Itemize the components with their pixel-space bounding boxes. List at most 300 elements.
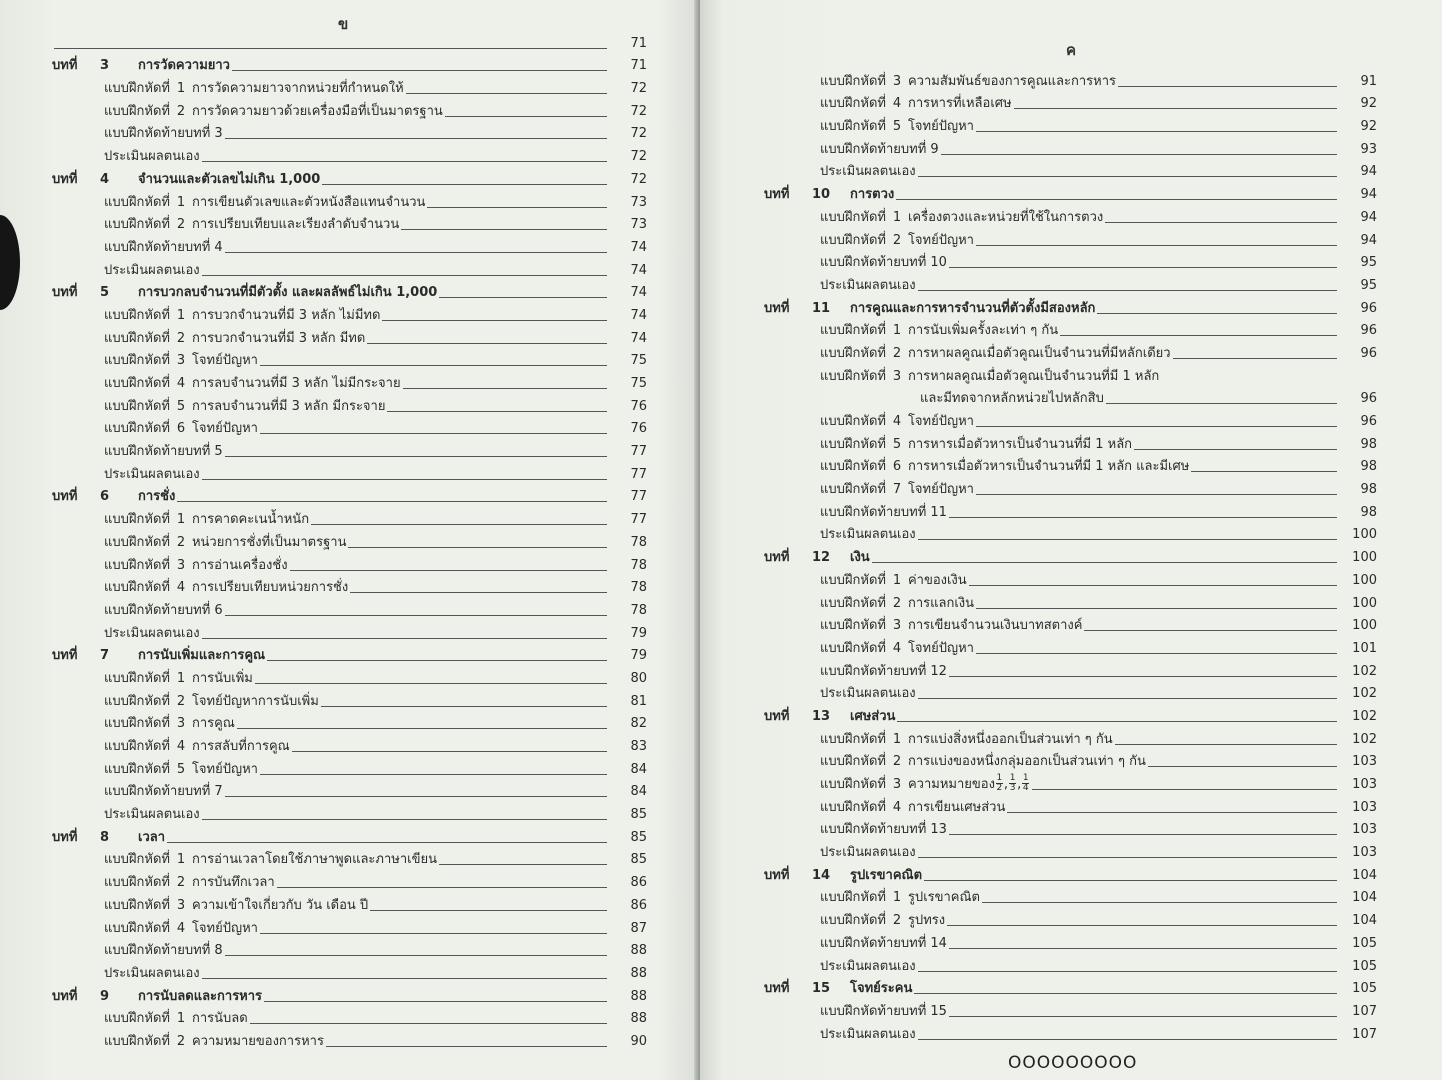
toc-entry <box>764 90 1377 113</box>
leader-line <box>202 161 607 162</box>
chapter-number: 11 <box>812 300 831 316</box>
exercise-label: แบบฝึกหัดที่ <box>104 670 170 686</box>
toc-entry <box>764 339 1377 362</box>
exercise-title: การบวกจำนวนที่มี 3 หลัก มีทด <box>191 330 366 346</box>
exercise-label: แบบฝึกหัดที่ <box>104 376 170 391</box>
exercise-number: 1 <box>176 81 186 97</box>
toc-entry <box>52 687 647 710</box>
exercise-title: การคูณ <box>191 716 235 732</box>
page-number: 73 <box>630 194 647 210</box>
exercise-label: แบบฝึกหัดที่ <box>104 534 170 550</box>
exercise-title: การอ่านเครื่องชั่ง <box>191 557 288 573</box>
exercise-title: การหารเมื่อตัวหารเป็นจำนวนที่มี 1 หลัก <box>907 436 1133 452</box>
chapter-label: บทที่ <box>764 187 790 203</box>
leader-line <box>924 880 1337 881</box>
entry-title: ประเมินผลตนเอง <box>104 807 200 823</box>
toc-entry <box>764 1020 1377 1043</box>
page-number: 104 <box>1352 867 1377 883</box>
exercise-number: 4 <box>176 739 186 754</box>
toc-entry <box>52 574 647 597</box>
leader-line <box>267 660 607 661</box>
chapter-title: การคูณและการหารจำนวนที่ตัวตั้งมีสองหลัก <box>850 300 1096 316</box>
leader-line <box>949 267 1337 268</box>
exercise-title: การแบ่งสิ่งหนึ่งออกเป็นส่วนเท่า ๆ กัน <box>907 731 1113 747</box>
entry-title: แบบฝึกหัดท้ายบทที่ 9 <box>820 141 939 157</box>
chapter-title: เงิน <box>850 550 870 566</box>
toc-entry <box>52 800 647 823</box>
chapter-title: การบวกลบจำนวนที่มีตัวตั้ง และผลลัพธ์ไม่เกิน 1,000 <box>138 285 438 301</box>
entry-title: แบบฝึกหัดท้ายบทที่ 4 <box>104 239 223 255</box>
leader-line <box>350 592 607 593</box>
exercise-number: 4 <box>176 376 186 391</box>
page-number: 96 <box>1360 391 1377 407</box>
page-number: 72 <box>630 171 647 187</box>
left-page <box>0 0 700 1080</box>
page-number: 93 <box>1360 141 1377 157</box>
exercise-number: 2 <box>176 330 186 346</box>
chapter-title: โจทย์ระคน <box>850 981 913 997</box>
page-number: 72 <box>630 126 647 142</box>
entry-title: ประเมินผลตนเอง <box>820 164 916 180</box>
leader-line <box>872 562 1337 563</box>
exercise-label: แบบฝึกหัดที่ <box>104 716 170 732</box>
leader-line <box>177 501 607 502</box>
exercise-title: โจทย์ปัญหา <box>907 232 974 248</box>
fraction-separator: , <box>1003 777 1009 792</box>
exercise-number: 1 <box>892 890 902 906</box>
page-number: 85 <box>630 829 647 845</box>
leader-line <box>918 857 1337 858</box>
exercise-label: แบบฝึกหัดที่ <box>820 96 886 112</box>
page-number: 77 <box>630 444 647 460</box>
leader-line <box>1007 812 1337 813</box>
chapter-label: บทที่ <box>764 550 790 566</box>
leader-line <box>918 1039 1337 1040</box>
leader-line <box>387 411 607 412</box>
toc-entry <box>52 233 647 256</box>
exercise-title: การลบจำนวนที่มี 3 หลัก มีกระจาย <box>191 398 386 414</box>
right-page <box>700 0 1442 1080</box>
toc-entry <box>764 203 1377 226</box>
exercise-label: แบบฝึกหัดที่ <box>820 482 886 498</box>
leader-line <box>1118 86 1337 87</box>
toc-entry <box>764 112 1377 135</box>
leader-line <box>941 154 1337 155</box>
chapter-label: บทที่ <box>52 988 78 1004</box>
chapter-label: บทที่ <box>52 829 78 845</box>
exercise-title: เครื่องตวงและหน่วยที่ใช้ในการตวง <box>907 209 1104 225</box>
toc-entry <box>52 165 647 188</box>
exercise-number: 1 <box>176 670 186 686</box>
entry-title: แบบฝึกหัดท้ายบทที่ 7 <box>104 784 223 800</box>
chapter-label: บทที่ <box>52 171 78 187</box>
leader-line <box>202 638 607 639</box>
page-number: 87 <box>630 920 647 936</box>
entry-title: แบบฝึกหัดท้ายบทที่ 6 <box>104 602 223 618</box>
toc-entry <box>764 906 1377 929</box>
page-number: 81 <box>630 693 647 709</box>
toc-entry <box>52 29 647 52</box>
exercise-title: โจทย์ปัญหา <box>191 421 258 437</box>
page-number: 72 <box>630 149 647 165</box>
page-number: 107 <box>1352 1003 1377 1019</box>
page-number: 75 <box>630 353 647 369</box>
page-number: 78 <box>630 557 647 573</box>
page-number: 86 <box>630 897 647 913</box>
exercise-title: การลบจำนวนที่มี 3 หลัก ไม่มีกระจาย <box>191 376 401 391</box>
toc-entry <box>764 589 1377 612</box>
exercise-title-continued: และมีทดจากหลักหน่วยไปหลักสิบ <box>920 391 1104 407</box>
toc-entry <box>52 1005 647 1028</box>
toc-entry <box>764 816 1377 839</box>
exercise-number: 5 <box>892 119 902 135</box>
toc-entry <box>52 188 647 211</box>
leader-line <box>918 971 1337 972</box>
toc-entry <box>52 256 647 279</box>
exercise-number: 2 <box>176 534 186 550</box>
exercise-number: 5 <box>892 436 902 452</box>
toc-entry <box>764 430 1377 453</box>
page-number: 103 <box>1352 822 1377 838</box>
exercise-number: 1 <box>892 572 902 588</box>
chapter-number: 10 <box>812 187 831 203</box>
toc-entry <box>52 97 647 120</box>
leader-line <box>949 676 1337 677</box>
exercise-number: 2 <box>176 693 186 709</box>
page-number: 94 <box>1360 232 1377 248</box>
leader-line <box>1097 313 1337 314</box>
toc-entry <box>52 324 647 347</box>
toc-entry <box>764 838 1377 861</box>
toc-list-right <box>764 67 1377 1043</box>
exercise-title: รูปทรง <box>907 913 946 929</box>
page-number: 90 <box>630 1033 647 1049</box>
exercise-title: ความเข้าใจเกี่ยวกับ วัน เดือน ปี <box>191 897 369 913</box>
page-number: 77 <box>630 512 647 528</box>
leader-line <box>1191 471 1337 472</box>
page-number: 76 <box>630 398 647 414</box>
exercise-label: แบบฝึกหัดที่ <box>104 330 170 346</box>
page-number: 88 <box>630 988 647 1004</box>
exercise-label: แบบฝึกหัดที่ <box>104 194 170 210</box>
chapter-title: การวัดความยาว <box>138 58 230 74</box>
exercise-number: 2 <box>176 217 186 233</box>
page-number: 91 <box>1360 73 1377 89</box>
fraction-separator: , <box>1017 777 1022 792</box>
exercise-number: 2 <box>892 913 902 929</box>
toc-entry <box>764 702 1377 725</box>
leader-line <box>1115 744 1337 745</box>
leader-line <box>260 433 607 434</box>
page-number: 80 <box>630 670 647 686</box>
entry-title: แบบฝึกหัดท้ายบทที่ 5 <box>104 444 223 460</box>
leader-line <box>1173 358 1337 359</box>
toc-entry <box>52 823 647 846</box>
page-number: 77 <box>630 489 647 505</box>
fraction-denominator: 4 <box>1022 783 1029 793</box>
toc-entry <box>764 748 1377 771</box>
leader-line <box>202 978 607 979</box>
leader-line <box>1148 766 1337 767</box>
toc-entry <box>764 158 1377 181</box>
page-number: 94 <box>1360 187 1377 203</box>
toc-entry <box>52 1027 647 1050</box>
leader-line <box>367 343 607 344</box>
toc-entry <box>764 226 1377 249</box>
leader-line <box>260 365 607 366</box>
exercise-title: โจทย์ปัญหา <box>907 640 974 656</box>
leader-line <box>311 524 607 525</box>
chapter-title: การชั่ง <box>138 489 176 505</box>
exercise-number: 6 <box>176 421 186 437</box>
fraction-numerator: 1 <box>1009 773 1016 783</box>
chapter-title: รูปเรขาคณิต <box>850 867 923 883</box>
leader-line <box>237 728 607 729</box>
entry-title: ประเมินผลตนเอง <box>820 1026 916 1042</box>
leader-line <box>370 910 607 911</box>
page-number: 95 <box>1360 277 1377 293</box>
exercise-title: การบันทึกเวลา <box>191 875 275 891</box>
leader-line <box>897 721 1337 722</box>
toc-entry <box>52 460 647 483</box>
toc-entry <box>764 725 1377 748</box>
chapter-number: 9 <box>100 988 110 1004</box>
page-mark: ค <box>1066 41 1077 59</box>
page-number: 83 <box>630 739 647 754</box>
leader-line <box>250 1023 607 1024</box>
leader-line <box>403 388 607 389</box>
chapter-label: บทที่ <box>764 300 790 316</box>
exercise-number: 2 <box>176 1033 186 1049</box>
exercise-number: 1 <box>176 852 186 868</box>
page-number: 71 <box>630 58 647 74</box>
exercise-number: 3 <box>892 777 902 792</box>
exercise-number: 4 <box>892 414 902 429</box>
page-number: 71 <box>630 35 647 51</box>
leader-line <box>322 184 607 185</box>
toc-entry <box>52 732 647 755</box>
page-number: 96 <box>1360 323 1377 339</box>
exercise-number: 1 <box>892 209 902 225</box>
toc-entry <box>52 868 647 891</box>
exercise-title: การนับเพิ่ม <box>191 670 253 686</box>
entry-title: แบบฝึกหัดท้ายบทที่ 11 <box>820 504 947 520</box>
toc-entry <box>764 453 1377 476</box>
thumb-shadow <box>0 215 20 310</box>
leader-line <box>976 426 1337 427</box>
entry-title: ประเมินผลตนเอง <box>104 466 200 482</box>
page-number: 98 <box>1360 482 1377 498</box>
page-number: 74 <box>630 262 647 278</box>
page-number: 78 <box>630 534 647 550</box>
page-number: 103 <box>1352 845 1377 861</box>
exercise-number: 2 <box>892 595 902 611</box>
toc-entry <box>52 596 647 619</box>
page-number: 98 <box>1360 504 1377 520</box>
leader-line <box>976 494 1337 495</box>
leader-line <box>225 615 607 616</box>
entry-title: แบบฝึกหัดท้ายบทที่ 3 <box>104 126 223 142</box>
page-number: 86 <box>630 875 647 891</box>
chapter-number: 13 <box>812 708 831 724</box>
page-number: 103 <box>1352 799 1377 815</box>
toc-entry <box>52 279 647 302</box>
chapter-number: 3 <box>100 58 110 74</box>
toc-entry <box>764 657 1377 680</box>
toc-entry <box>52 846 647 869</box>
leader-line <box>918 290 1337 291</box>
entry-title: ประเมินผลตนเอง <box>820 527 916 543</box>
leader-line <box>406 93 607 94</box>
exercise-label: แบบฝึกหัดที่ <box>820 459 886 475</box>
page-number: 77 <box>630 466 647 482</box>
toc-entry <box>52 642 647 665</box>
toc-entry <box>764 997 1377 1020</box>
leader-line <box>348 547 607 548</box>
exercise-label: แบบฝึกหัดที่ <box>820 73 886 89</box>
toc-entry <box>764 566 1377 589</box>
exercise-label: แบบฝึกหัดที่ <box>104 398 170 414</box>
leader-line <box>1134 449 1337 450</box>
exercise-label: แบบฝึกหัดที่ <box>820 368 886 384</box>
entry-title: ประเมินผลตนเอง <box>820 958 916 974</box>
page-number: 105 <box>1352 935 1377 951</box>
page-number: 95 <box>1360 255 1377 271</box>
page-number: 75 <box>630 376 647 391</box>
exercise-label: แบบฝึกหัดที่ <box>104 512 170 528</box>
exercise-title: โจทย์ปัญหา <box>907 119 974 135</box>
exercise-label: แบบฝึกหัดที่ <box>104 761 170 777</box>
exercise-number: 1 <box>892 731 902 747</box>
exercise-title: การบวกจำนวนที่มี 3 หลัก ไม่มีทด <box>191 307 381 323</box>
leader-line <box>969 585 1337 586</box>
exercise-label: แบบฝึกหัดที่ <box>104 897 170 913</box>
toc-entry <box>52 142 647 165</box>
exercise-label: แบบฝึกหัดที่ <box>104 1011 170 1027</box>
page-number: 74 <box>630 307 647 323</box>
exercise-title: โจทย์ปัญหา <box>191 920 258 936</box>
page-number: 84 <box>630 761 647 777</box>
page-number: 98 <box>1360 436 1377 452</box>
exercise-label: แบบฝึกหัดที่ <box>104 557 170 573</box>
leader-line <box>225 456 607 457</box>
exercise-number: 3 <box>176 897 186 913</box>
exercise-title: โจทย์ปัญหา <box>907 482 974 498</box>
exercise-label: แบบฝึกหัดที่ <box>820 414 886 429</box>
leader-line <box>260 933 607 934</box>
entry-title: ประเมินผลตนเอง <box>820 845 916 861</box>
exercise-number: 1 <box>176 307 186 323</box>
page-number: 88 <box>630 965 647 981</box>
leader-line <box>1060 335 1337 336</box>
toc-entry <box>764 317 1377 340</box>
leader-line <box>976 608 1337 609</box>
chapter-label: บทที่ <box>764 867 790 883</box>
page-number: 100 <box>1352 527 1377 543</box>
chapter-number: 15 <box>812 981 831 997</box>
page-number: 92 <box>1360 96 1377 112</box>
leader-line <box>292 751 607 752</box>
toc-entry <box>764 249 1377 272</box>
page-number: 82 <box>630 716 647 732</box>
chapter-title: การนับลดและการหาร <box>138 988 263 1004</box>
chapter-number: 12 <box>812 550 831 566</box>
exercise-title: การเขียนเศษส่วน <box>907 799 1006 815</box>
exercise-number: 3 <box>176 557 186 573</box>
page-number: 96 <box>1360 345 1377 361</box>
toc-entry <box>764 498 1377 521</box>
toc-entry <box>764 680 1377 703</box>
page-number: 94 <box>1360 164 1377 180</box>
leader-line <box>225 796 607 797</box>
page-number: 96 <box>1360 300 1377 316</box>
leader-line <box>918 539 1337 540</box>
toc-entry <box>52 301 647 324</box>
toc-entry <box>764 67 1377 90</box>
exercise-number: 7 <box>892 482 902 498</box>
fraction-denominator: 3 <box>1009 783 1016 793</box>
page-number: 76 <box>630 421 647 437</box>
exercise-title: การอ่านเวลาโดยใช้ภาษาพูดและภาษาเขียน <box>191 852 437 868</box>
exercise-number: 3 <box>892 368 902 384</box>
exercise-title: หน่วยการชั่งที่เป็นมาตรฐาน <box>191 534 347 550</box>
exercise-number: 1 <box>176 1011 186 1027</box>
exercise-label: แบบฝึกหัดที่ <box>820 572 886 588</box>
exercise-title: การหารเมื่อตัวหารเป็นจำนวนที่มี 1 หลัก และมีเศษ <box>907 459 1190 475</box>
exercise-title: การสลับที่การคูณ <box>191 739 290 754</box>
footer-ornament: OOOOOOOOO <box>1008 1053 1138 1073</box>
toc-entry <box>764 294 1377 317</box>
chapter-number: 14 <box>812 867 831 883</box>
exercise-label: แบบฝึกหัดที่ <box>104 307 170 323</box>
leader-line <box>914 993 1337 994</box>
leader-line <box>202 275 607 276</box>
toc-entry <box>52 369 647 392</box>
exercise-number: 4 <box>892 799 902 815</box>
leader-line <box>976 653 1337 654</box>
page-number: 100 <box>1352 595 1377 611</box>
toc-entry <box>52 664 647 687</box>
exercise-number: 3 <box>892 73 902 89</box>
exercise-label: แบบฝึกหัดที่ <box>820 209 886 225</box>
page-number: 94 <box>1360 209 1377 225</box>
chapter-number: 5 <box>100 285 110 301</box>
leader-line <box>225 955 607 956</box>
exercise-number: 4 <box>892 640 902 656</box>
exercise-label: แบบฝึกหัดที่ <box>104 81 170 97</box>
leader-line <box>918 698 1337 699</box>
fraction-numerator: 1 <box>996 773 1003 783</box>
toc-entry <box>52 437 647 460</box>
leader-line <box>54 48 607 49</box>
exercise-number: 5 <box>176 761 186 777</box>
page-number: 101 <box>1352 640 1377 656</box>
exercise-label: แบบฝึกหัดที่ <box>104 353 170 369</box>
leader-line <box>918 176 1337 177</box>
exercise-label: แบบฝึกหัดที่ <box>820 618 886 634</box>
chapter-label: บทที่ <box>764 708 790 724</box>
leader-line <box>949 517 1337 518</box>
exercise-label: แบบฝึกหัดที่ <box>104 693 170 709</box>
exercise-number: 4 <box>176 920 186 936</box>
exercise-title: โจทย์ปัญหา <box>191 353 258 369</box>
fraction <box>1009 774 1016 793</box>
chapter-title: การนับเพิ่มและการคูณ <box>138 648 266 664</box>
exercise-label: แบบฝึกหัดที่ <box>820 640 886 656</box>
toc-entry <box>764 634 1377 657</box>
toc-entry <box>764 929 1377 952</box>
toc-entry <box>764 407 1377 430</box>
